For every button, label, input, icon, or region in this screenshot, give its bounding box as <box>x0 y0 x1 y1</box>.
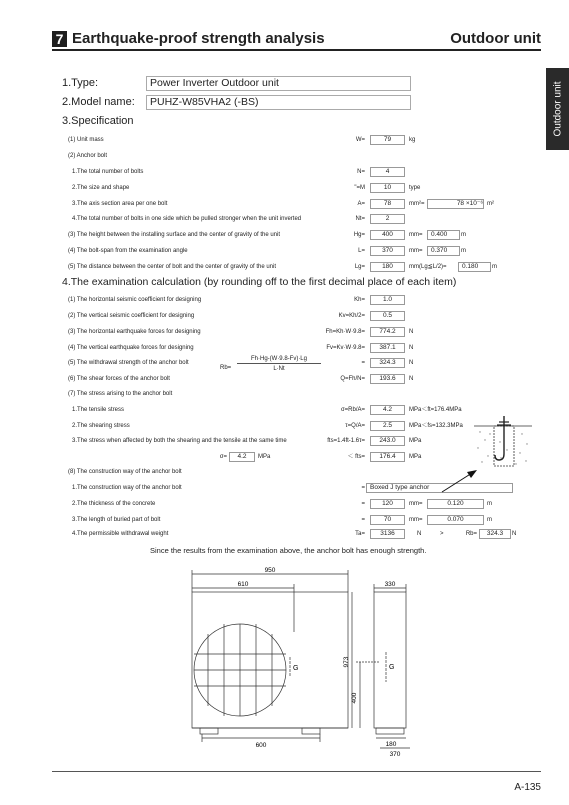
distance-value: 180 <box>370 262 405 272</box>
spec-heading: 3.Specification <box>62 115 134 127</box>
rb-sym: = <box>361 360 365 366</box>
fh-label: (3) The horizontal earthquake forces for designing <box>68 329 201 335</box>
length-value: 70 <box>370 515 405 525</box>
height-sym: Hg= <box>353 232 365 238</box>
thickness-unit: mm= <box>409 501 423 507</box>
permissible-label: 4.The permissible withdrawal weight <box>72 531 169 537</box>
dim-330: 330 <box>384 581 396 588</box>
page-number: A-135 <box>514 782 541 793</box>
span-value: 370 <box>370 246 405 256</box>
size-value: 10 <box>370 183 405 193</box>
side-bolts-value: 2 <box>370 214 405 224</box>
fh-sym: Fh=Kh·W·9.8= <box>325 329 365 335</box>
distance-sym: Lg= <box>354 264 365 270</box>
fh-unit: N <box>409 329 414 335</box>
length-label: 3.The length of buried part of bolt <box>72 517 161 523</box>
unit-mass-value: 79 <box>370 135 405 145</box>
total-bolts-label: 1.The total number of bolts <box>72 169 144 175</box>
way-sym: = <box>361 485 365 491</box>
sigma-value: 4.2 <box>229 452 255 462</box>
height-unit-m: m <box>461 232 466 238</box>
sigma-compare: ＜ fts= <box>347 454 365 460</box>
fv-value: 387.1 <box>370 343 405 353</box>
side-bolts-sym: Nt= <box>355 216 365 222</box>
span-value-m: 0.370 <box>427 246 460 256</box>
combined-sym: fts=1.4ft-1.6τ= <box>327 438 365 444</box>
fv-sym: Fv=Kv·W·9.8= <box>326 345 365 351</box>
kh-value: 1.0 <box>370 295 405 305</box>
footer-rule <box>52 771 541 772</box>
dim-180: 180 <box>385 741 397 748</box>
height-value-m: 0.400 <box>427 230 460 240</box>
page-title: Earthquake-proof strength analysis <box>72 30 325 47</box>
distance-unit-m: m <box>492 264 497 270</box>
rb-compare-sym: Rb= <box>465 531 477 537</box>
axis-area-num-2: 78 <box>456 200 465 207</box>
section-label: Outdoor unit <box>450 30 541 47</box>
conclusion: Since the results from the examination above, the anchor bolt has enough strength. <box>150 546 427 555</box>
type-value: Power Inverter Outdoor unit <box>146 76 411 91</box>
rb-unit: N <box>409 360 414 366</box>
way-label: 1.The construction way of the anchor bolt <box>72 485 182 491</box>
length-unit: mm= <box>409 517 423 523</box>
thickness-unit-m: m <box>487 501 492 507</box>
header-rule <box>52 49 541 51</box>
shear-unit: MPa＜fs=132.3MPa <box>409 423 463 429</box>
combined-value: 243.0 <box>370 436 405 446</box>
axis-area-unit: mm²= <box>409 201 425 207</box>
length-sym: = <box>361 517 365 523</box>
fv-label: (4) The vertical earthquake forces for designing <box>68 345 194 351</box>
sigma-unit: MPa <box>258 454 271 460</box>
combined-label: 3.The stress when affected by both the shearing and the tensile at the same time <box>72 438 287 444</box>
axis-area-sym: A= <box>357 201 365 207</box>
side-bolts-label: 4.The total number of bolts in one side which be pulled stronger when the unit inverted <box>72 216 302 222</box>
size-sym: "=M <box>354 185 365 191</box>
tensile-sym: σ=Rb/A= <box>340 407 365 413</box>
exam-heading: 4.The examination calculation (by rounding off to the first decimal place of each item) <box>62 276 457 288</box>
anchor-bolt-label: (2) Anchor bolt <box>68 153 108 159</box>
rb-compare-unit: N <box>512 531 517 537</box>
section-number: 7 <box>52 31 67 47</box>
rb-compare-value: 324.3 <box>479 529 511 539</box>
height-unit: mm= <box>409 232 423 238</box>
rb-numerator: Fh·Hg-(W·9.8-Fv)·Lg <box>237 355 321 364</box>
dim-950: 950 <box>264 567 276 574</box>
dim-370: 370 <box>389 751 401 758</box>
outdoor-unit-drawing <box>180 562 430 762</box>
height-value: 400 <box>370 230 405 240</box>
size-label: 2.The size and shape <box>72 185 130 191</box>
side-tab[interactable] <box>546 68 569 150</box>
q-label: (6) The shear forces of the anchor bolt <box>68 376 170 382</box>
combined-unit: MPa <box>409 438 422 444</box>
total-bolts-sym: N= <box>357 169 365 175</box>
type-label: 1.Type: <box>62 77 99 89</box>
length-value-m: 0.070 <box>427 515 484 525</box>
thickness-value: 120 <box>370 499 405 509</box>
pointer-arrow <box>440 468 480 494</box>
fts-unit: MPa <box>409 454 422 460</box>
dim-973: 973 <box>343 656 350 668</box>
span-unit-m: m <box>461 248 466 254</box>
q-sym: Q=Fh/N= <box>340 376 365 382</box>
unit-mass-unit: kg <box>409 137 416 143</box>
gravity-g-side: G <box>389 664 395 671</box>
axis-area-exp: ×10⁻⁶ <box>465 200 483 207</box>
rb-label: (5) The withdrawal strength of the anchor bolt <box>68 360 189 366</box>
q-value: 193.6 <box>370 374 405 384</box>
rb-value: 324.3 <box>370 358 405 368</box>
fh-value: 774.2 <box>370 327 405 337</box>
model-label: 2.Model name: <box>62 96 135 108</box>
tensile-unit: MPa＜ft=176.4MPa <box>409 407 462 413</box>
tensile-value: 4.2 <box>370 405 405 415</box>
way-value: Boxed J type anchor <box>366 483 513 493</box>
axis-area-value-2 <box>427 199 484 209</box>
length-unit-m: m <box>487 517 492 523</box>
stress-label: (7) The stress arising to the anchor bolt <box>68 391 173 397</box>
anchor-bolt-sketch <box>470 398 536 472</box>
span-unit: mm= <box>409 248 423 254</box>
size-unit: type <box>409 185 421 191</box>
height-label: (3) The height between the installing surface and the center of gravity of the unit <box>68 232 281 238</box>
thickness-sym: = <box>361 501 365 507</box>
permissible-unit: N <box>417 531 422 537</box>
permissible-value: 3136 <box>370 529 405 539</box>
dim-600: 600 <box>255 742 267 749</box>
distance-label: (5) The distance between the center of bolt and the center of gravity of the unit <box>68 264 277 270</box>
kv-sym: Kv=Kh/2= <box>338 313 365 319</box>
shear-value: 2.5 <box>370 421 405 431</box>
dim-400: 400 <box>351 692 358 704</box>
distance-unit: mm(Lg≦L/2)= <box>409 264 447 270</box>
unit-mass-sym: W= <box>355 137 365 143</box>
thickness-value-m: 0.120 <box>427 499 484 509</box>
sigma-sym: σ= <box>219 454 227 460</box>
gravity-g-front: G <box>293 665 299 672</box>
permissible-sym: Ta= <box>355 531 365 537</box>
greater-than: > <box>440 531 444 537</box>
shear-label: 2.The shearing stress <box>72 423 130 429</box>
axis-area-unit-3: m² <box>487 201 494 207</box>
span-label: (4) The bolt-span from the examination angle <box>68 248 188 254</box>
fv-unit: N <box>409 345 414 351</box>
thickness-label: 2.The thickness of the concrete <box>72 501 156 507</box>
distance-value-m: 0.180 <box>458 262 491 272</box>
model-value: PUHZ-W85VHA2 (-BS) <box>146 95 411 110</box>
kv-label: (2) The vertical seismic coefficient for designing <box>68 313 195 319</box>
axis-area-value: 78 <box>370 199 405 209</box>
fts-value: 176.4 <box>370 452 405 462</box>
axis-area-label: 3.The axis section area per one bolt <box>72 201 168 207</box>
construction-label: (8) The construction way of the anchor bolt <box>68 469 182 475</box>
shear-sym: τ=Q/A= <box>345 423 365 429</box>
tensile-label: 1.The tensile stress <box>72 407 125 413</box>
side-tab-label: Outdoor unit <box>552 81 563 137</box>
kh-sym: Kh= <box>354 297 365 303</box>
total-bolts-value: 4 <box>370 167 405 177</box>
dim-610: 610 <box>237 581 249 588</box>
kh-label: (1) The horizontal seismic coefficient for designing <box>68 297 202 303</box>
rb-denominator: L·Nt <box>273 366 285 372</box>
rb-lhs: Rb= <box>220 365 232 371</box>
span-sym: L= <box>358 248 365 254</box>
kv-value: 0.5 <box>370 311 405 321</box>
q-unit: N <box>409 376 414 382</box>
unit-mass-label: (1) Unit mass <box>68 137 104 143</box>
